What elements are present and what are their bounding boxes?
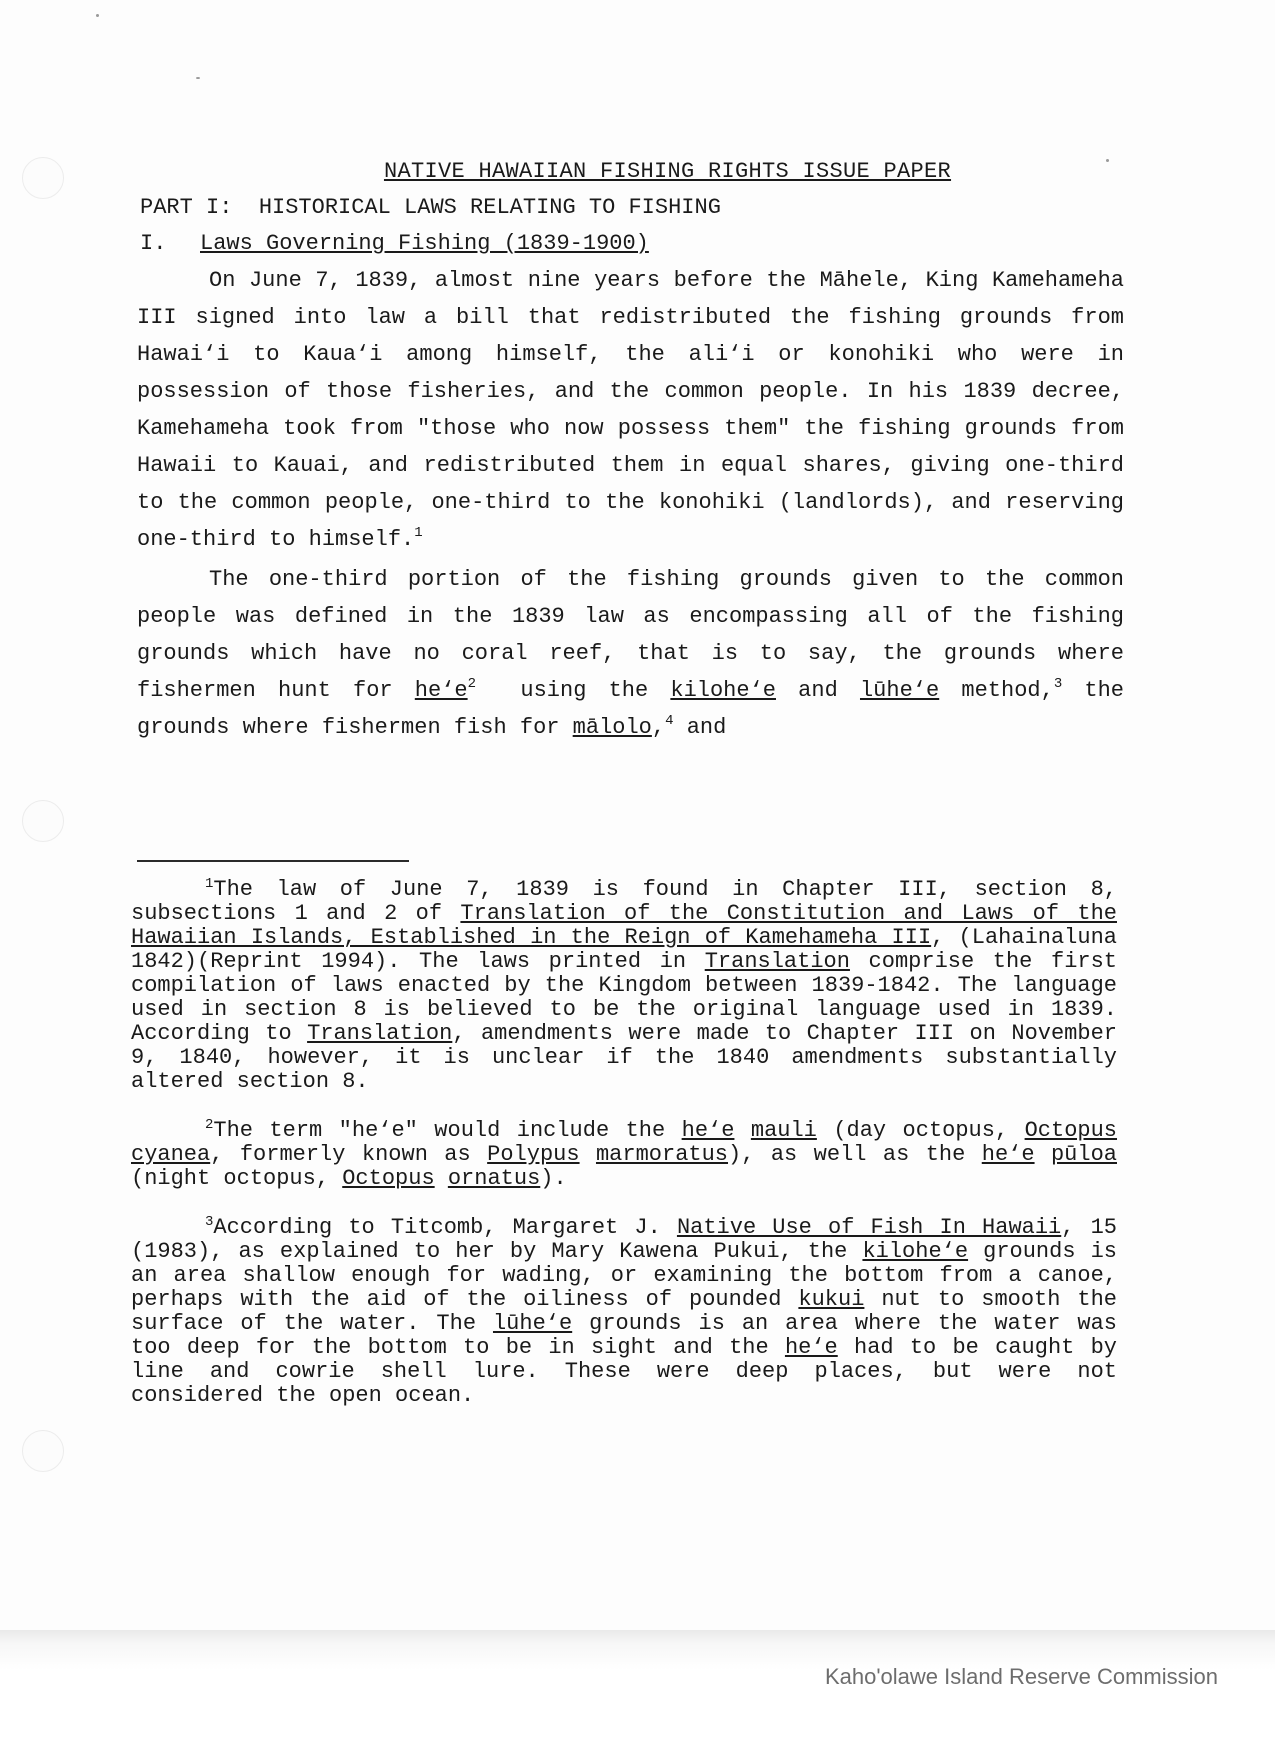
footnote-3-number: 3 xyxy=(205,1214,214,1230)
section-number: I. xyxy=(140,231,167,256)
footnote-3-text: , 15 (1983), as explained to her by Mary Kawena Pukui, the xyxy=(131,1215,1117,1264)
footnote-ref-3: 3 xyxy=(1053,676,1063,692)
footnote-2-number: 2 xyxy=(205,1117,214,1133)
footnote-ref-1: 1 xyxy=(414,525,423,541)
punch-hole-middle xyxy=(22,800,64,842)
footnote-1-text: comprise the first compilation of laws enacted by the Kingdom between 1839-1842. The language used in section 8 is believed to be the original language used in 1839. According to xyxy=(131,949,1118,1046)
footnote-1-citation: Translation of the Constitution and Laws of the Hawaiian Islands, Established in the Reign of Kamehameha III xyxy=(131,901,1117,950)
scan-speck xyxy=(196,77,200,79)
footnote-2-term: Octopus xyxy=(1024,1118,1118,1143)
footnote-3-term: kukui xyxy=(798,1287,865,1312)
footnote-2-text: ). xyxy=(540,1166,567,1191)
footnote-2-term: ornatus xyxy=(447,1166,541,1191)
footnote-3-text: According to Titcomb, Margaret J. xyxy=(213,1215,677,1240)
footnote-3-term: he‘e xyxy=(784,1335,838,1360)
footnote-2-text: (day octopus, xyxy=(816,1118,1025,1143)
footnote-1-citation: Translation xyxy=(704,949,850,974)
footnote-1-citation: Translation xyxy=(307,1021,453,1046)
footnote-ref-2: 2 xyxy=(467,676,477,692)
footnote-2-term: he‘e xyxy=(981,1142,1035,1167)
footnote-3-term: lūhe‘e xyxy=(492,1311,573,1336)
footnote-3 xyxy=(131,1216,1117,1408)
footnote-2-text: ), as well as the xyxy=(728,1142,982,1167)
paragraph-2 xyxy=(137,561,1138,746)
footnote-3-citation: Native Use of Fish In Hawaii xyxy=(676,1215,1062,1240)
paragraph-1-text: On June 7, 1839, almost nine years before the Māhele, King Kamehameha III signed into law a bill that redistributed the fishing grounds from Hawai‘i to Kaua‘i among himself, the ali‘i or konohiki who were in possession of those fisheries, and the common people. In his 1839 decree, Kamehameha took from "those who now possess them" the fishing grounds from Hawaii to Kauai, and redistributed them in equal shares, giving one-third to the common people, one-third to the konohiki (landlords), and reserving one-third to himself. xyxy=(137,268,1124,552)
footnote-ref-4: 4 xyxy=(665,713,674,729)
footnote-2 xyxy=(131,1119,1117,1191)
footnote-2-term: mauli xyxy=(750,1118,817,1143)
term-malolo: mālolo xyxy=(572,715,652,740)
footnote-1-text: , (Lahainaluna 1842)(Reprint 1994). The laws printed in xyxy=(131,925,1117,974)
paragraph-2-text: using the xyxy=(476,678,671,703)
scan-bottom-shadow xyxy=(0,1630,1275,1754)
footnote-3-text: nut to smooth the surface of the water. The xyxy=(131,1287,1118,1336)
footnote-2-term: cyanea xyxy=(131,1142,211,1167)
footnote-3-text: grounds is an area where the water was too deep for the bottom to be in sight and the xyxy=(131,1311,1117,1360)
footnote-2-term: Polypus xyxy=(487,1142,580,1167)
term-luhee: lūhe‘e xyxy=(859,678,940,703)
footnote-1-text: , amendments were made to Chapter III on November 9, 1840, however, it is unclear if the 1840 amendments substantially altered section 8. xyxy=(131,1021,1117,1094)
footnote-2-term: pūloa xyxy=(1050,1142,1117,1167)
paragraph-2-text: and xyxy=(673,715,727,740)
footnote-2-term: he‘e xyxy=(681,1118,735,1143)
paragraph-1 xyxy=(137,262,1124,558)
paragraph-2-text: The one-third portion of the fishing grounds given to the common people was defined in the 1839 law as encompassing all of the fishing grounds which have no coral reef, that is to say, the grounds where fishermen hunt for xyxy=(137,567,1138,703)
document-title: NATIVE HAWAIIAN FISHING RIGHTS ISSUE PAPER xyxy=(383,159,952,184)
term-kilohee: kilohe‘e xyxy=(670,678,776,703)
paragraph-2-text: the grounds where fishermen fish for xyxy=(137,678,1138,740)
paragraph-2-text: and xyxy=(776,678,860,703)
footnote-1-number: 1 xyxy=(205,876,214,892)
part-heading: PART I: HISTORICAL LAWS RELATING TO FISHING xyxy=(140,195,721,220)
footnote-3-text: had to be caught by line and cowrie shell lure. These were deep places, but were not considered the open ocean. xyxy=(131,1335,1117,1408)
footnote-2-text: The term "he‘e" would include the xyxy=(213,1118,682,1143)
punch-hole-bottom xyxy=(22,1430,64,1472)
paragraph-2-text: , xyxy=(651,715,666,740)
section-title: Laws Governing Fishing (1839-1900) xyxy=(200,231,649,256)
body-text xyxy=(137,262,1138,746)
paragraph-2-text: method, xyxy=(939,678,1054,703)
footer-watermark: Kaho'olawe Island Reserve Commission xyxy=(824,1664,1218,1689)
footnote-1-text: The law of June 7, 1839 is found in Chapter III, section 8, subsections 1 and 2 of xyxy=(131,877,1117,926)
footnotes xyxy=(131,878,1117,1433)
footnote-3-text: grounds is an area shallow enough for wading, or examining the bottom from a canoe, perhaps with the aid of the oiliness of pounded xyxy=(131,1239,1117,1312)
footnote-2-text: (night octopus, xyxy=(131,1166,343,1191)
footnote-2-term: Octopus xyxy=(342,1166,435,1191)
footnote-1 xyxy=(131,878,1117,1094)
footnote-2-term: marmoratus xyxy=(595,1142,729,1167)
footnote-3-term: kilohe‘e xyxy=(862,1239,969,1264)
footnote-separator xyxy=(137,860,409,862)
term-hee: he‘e xyxy=(414,678,468,703)
footnote-2-text: , formerly known as xyxy=(210,1142,488,1167)
scan-speck xyxy=(96,14,99,17)
